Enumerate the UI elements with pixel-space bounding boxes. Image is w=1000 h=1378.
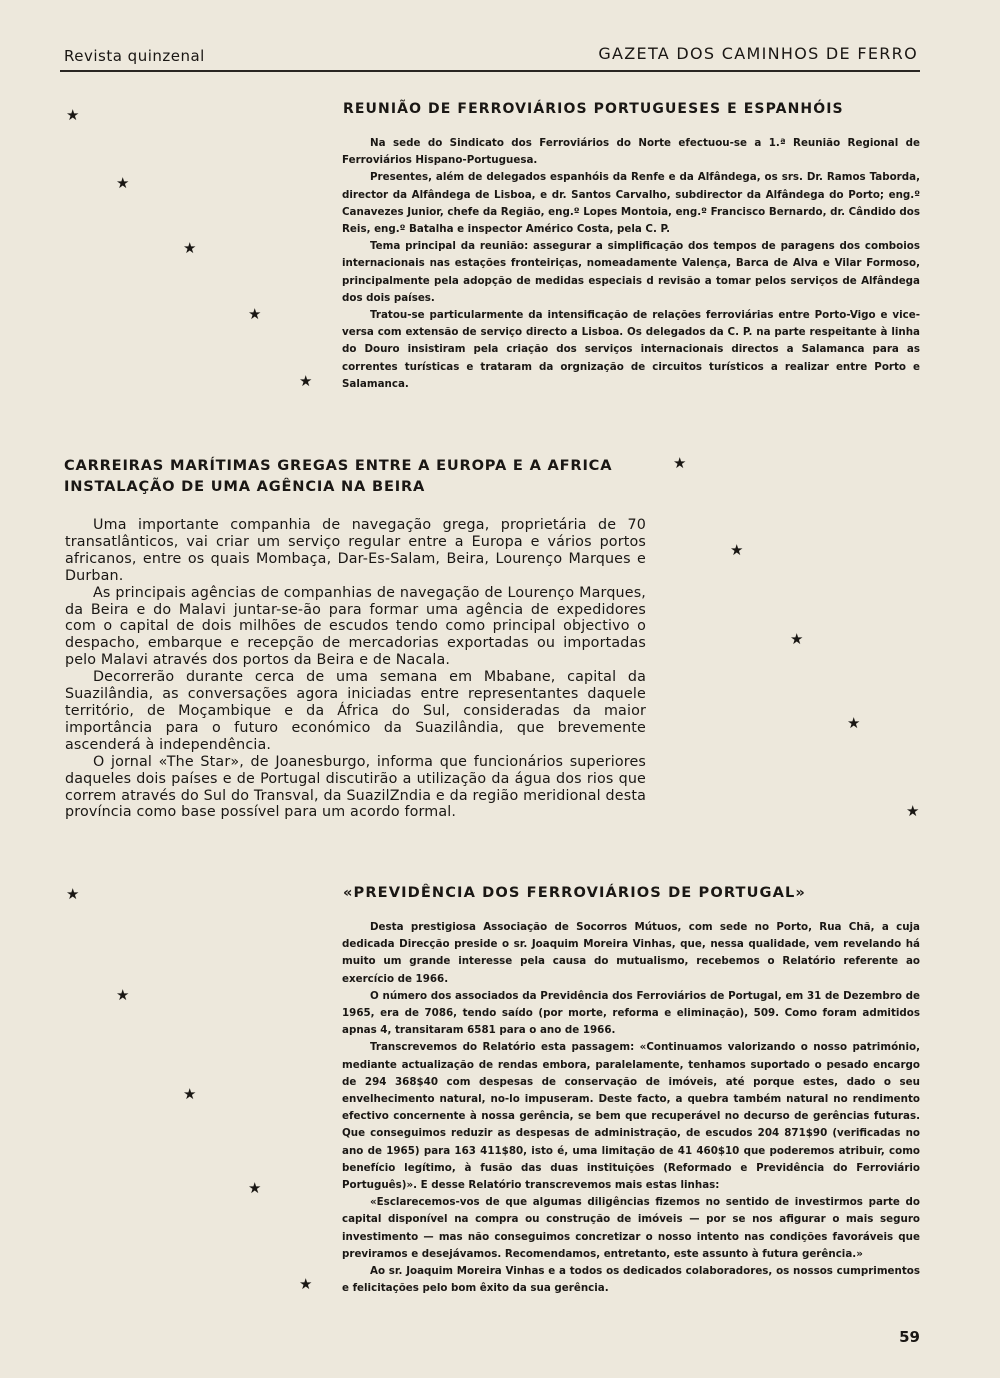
star-ornament-icon: ★ xyxy=(183,1085,197,1103)
star-ornament-icon: ★ xyxy=(730,541,744,559)
star-ornament-icon: ★ xyxy=(790,630,804,648)
paragraph: Decorrerão durante cerca de uma semana em Mbabane, capital da Suazilândia, as conversações agora iniciadas entre representantes daquele território, de Moçambique e da África do Sul, consideradas da maior importância para o futuro económico da Suazilândia, que brevemente ascenderá à independência. xyxy=(65,669,646,753)
star-ornament-icon: ★ xyxy=(299,372,313,390)
header-magazine-title: GAZETA DOS CAMINHOS DE FERRO xyxy=(598,44,918,63)
paragraph: Na sede do Sindicato dos Ferroviários do Norte efectuou-se a 1.ª Reunião Regional de Ferroviários Hispano-Portuguesa. xyxy=(342,137,920,167)
paragraph: «Esclarecemos-vos de que algumas diligências fizemos no sentido de investirmos parte do capital disponível na compra ou construção de imóveis — por se nos afigurar o mais seguro investimento — mas não conseguimos concretizar o nosso intento nas condições favoráveis que previramos e desejávamos. Recomendamos, entretanto, este assunto à futura gerência.» xyxy=(342,1196,920,1260)
section-title-reuniao: REUNIÃO DE FERROVIÁRIOS PORTUGUESES E ESPANHÓIS xyxy=(343,101,844,117)
star-ornament-icon: ★ xyxy=(116,986,130,1004)
star-ornament-icon: ★ xyxy=(673,454,687,472)
star-ornament-icon: ★ xyxy=(116,174,130,192)
section-title-carreiras xyxy=(64,455,612,497)
header-divider xyxy=(60,70,920,72)
header-magazine-type: Revista quinzenal xyxy=(64,47,205,65)
star-ornament-icon: ★ xyxy=(248,305,262,323)
paragraph: Ao sr. Joaquim Moreira Vinhas e a todos os dedicados colaboradores, os nossos cumprimentos e felicitações pelo bom êxito da sua gerência. xyxy=(342,1265,920,1295)
star-ornament-icon: ★ xyxy=(183,239,197,257)
star-ornament-icon: ★ xyxy=(66,106,80,124)
section-body-previdencia xyxy=(342,919,920,1297)
paragraph: As principais agências de companhias de navegação de Lourenço Marques, da Beira e do Malavi juntar-se-ão para formar uma agência de expedidores com o capital de dois milhões de escudos tendo como principal objectivo o despacho, embarque e recepção de mercadorias exportadas ou importadas pelo Malavi através dos portos da Beira e de Nacala. xyxy=(65,584,646,669)
section-title-previdencia: «PREVIDÊNCIA DOS FERROVIÁRIOS DE PORTUGAL» xyxy=(343,884,806,901)
paragraph: O jornal «The Star», de Joanesburgo, informa que funcionários superiores daqueles dois países e de Portugal discutirão a utilização da água dos rios que correm através do Sul do Transval, da SuazilZndia e da região meridional desta província como base possível para um acordo formal. xyxy=(65,753,646,821)
section-body-reuniao xyxy=(342,135,920,393)
section-subtitle-line: INSTALAÇÃO DE UMA AGÊNCIA NA BEIRA xyxy=(64,478,426,495)
section-body-carreiras xyxy=(65,517,646,821)
star-ornament-icon: ★ xyxy=(248,1179,262,1197)
paragraph: Tema principal da reunião: assegurar a simplificação dos tempos de paragens dos comboios internacionais nas estações fronteiriças, nomeadamente Valença, Barca de Alva e Vilar Formoso, principalmente pela adopção de medidas especiais d revisão a tomar pelos serviços de Alfândega dos dois países. xyxy=(342,240,920,304)
page-number: 59 xyxy=(899,1328,920,1346)
section-title-line: CARREIRAS MARÍTIMAS GREGAS ENTRE A EUROPA E A AFRICA xyxy=(64,457,613,474)
paragraph: Transcrevemos do Relatório esta passagem: «Continuamos valorizando o nosso património, mediante actualização de rendas embora, paralelamente, tenhamos suportado o pesado encargo de 294 368$40 com despesas de conservação de imóveis, até porque estes, dado o seu envelhecimento natural, no-lo impuseram. Deste facto, a quebra também natural no rendimento efectivo concernente à nossa gerência, se bem que recuperável no decurso de gerências futuras. Que conseguimos reduzir as despesas de administração, de escudos 204 871$90 (verificadas no ano de 1965) para 163 411$80, isto é, uma limitação de 41 460$10 que poderemos atribuir, como benefício legítimo, à fusão das duas instituições (Reformado e Previdência do Ferroviário Português)». E desse Relatório transcrevemos mais estas linhas: xyxy=(342,1041,920,1192)
paragraph: Uma importante companhia de navegação grega, proprietária de 70 transatlânticos, vai criar um serviço regular entre a Europa e vários portos africanos, entre os quais Mombaça, Dar-Es-Salam, Beira, Lourenço Marques e Durban. xyxy=(65,517,646,584)
paragraph: Tratou-se particularmente da intensificação de relações ferroviárias entre Porto-Vigo e vice-versa com extensão de serviço directo a Lisboa. Os delegados da C. P. na parte respeitante à linha do Douro insistiram pela criação dos serviços internacionais directos a Salamanca para as correntes turísticas e trataram da orgnização de circuitos turísticos a realizar entre Porto e Salamanca. xyxy=(342,309,920,390)
paragraph: Desta prestigiosa Associação de Socorros Mútuos, com sede no Porto, Rua Chã, a cuja dedicada Direcção preside o sr. Joaquim Moreira Vinhas, que, nessa qualidade, vem revelando há muito um grande interesse pela causa do mutualismo, recebemos o Relatório referente ao exercício de 1966. xyxy=(342,921,920,985)
star-ornament-icon: ★ xyxy=(299,1275,313,1293)
paragraph: Presentes, além de delegados espanhóis da Renfe e da Alfândega, os srs. Dr. Ramos Taborda, director da Alfândega de Lisboa, e dr. Santos Carvalho, subdirector da Alfândega do Porto; eng.º Canavezes Junior, chefe da Região, eng.º Lopes Montoia, eng.º Francisco Bernardo, dr. Cândido dos Reis, eng.º Batalha e inspector Américo Costa, pela C. P. xyxy=(342,171,920,236)
star-ornament-icon: ★ xyxy=(66,885,80,903)
paragraph: O número dos associados da Previdência dos Ferroviários de Portugal, em 31 de Dezembro de 1965, era de 7086, tendo saído (por morte, reforma e eliminação), 509. Como foram admitidos apnas 4, transitaram 6581 para o ano de 1966. xyxy=(342,989,920,1037)
star-ornament-icon: ★ xyxy=(847,714,861,732)
star-ornament-icon: ★ xyxy=(906,802,920,820)
